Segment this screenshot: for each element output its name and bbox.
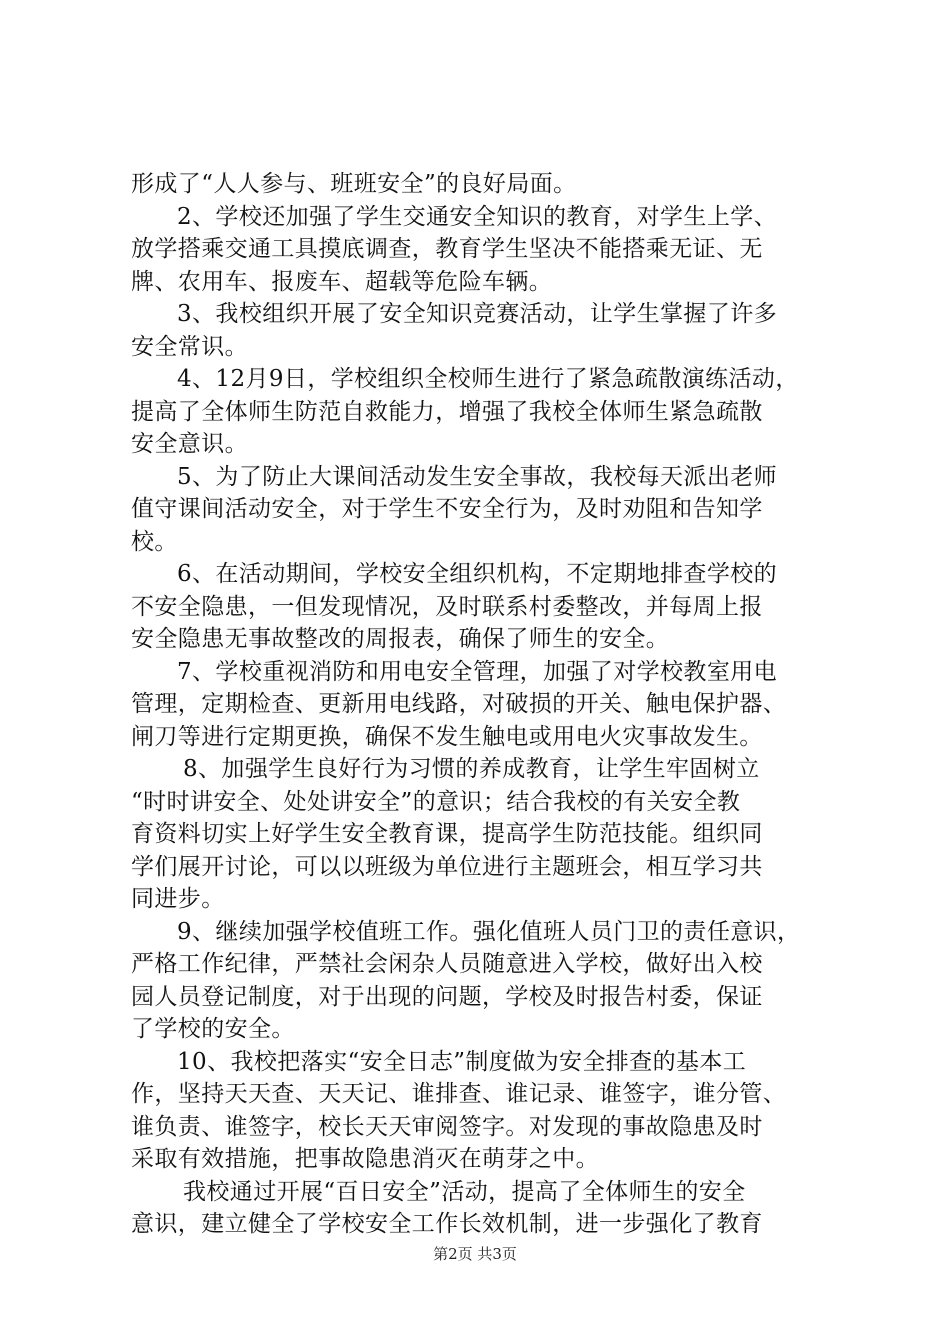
text-line: “时时讲安全、处处讲安全”的意识；结合我校的有关安全教 <box>131 788 741 815</box>
paragraph-item-3-start: 3、我校组织开展了安全知识竞赛活动，让学生掌握了许多 <box>177 301 778 327</box>
text-line: 同进步。 <box>131 886 225 912</box>
document-body <box>131 168 826 1241</box>
paragraph-item-8-start: 8、加强学生良好行为习惯的养成教育，让学生牢固树立 <box>183 756 760 782</box>
paragraph-item-10-start: 10、我校把落实“安全日志”制度做为安全排查的基本工 <box>177 1048 747 1075</box>
paragraph-item-2-start: 2、学校还加强了学生交通安全知识的教育，对学生上学、 <box>177 203 778 230</box>
text-line: 值守课间活动安全，对于学生不安全行为，及时劝阻和告知学 <box>131 496 763 522</box>
text-line: 谁负责、谁签字，校长天天审阅签字。对发现的事故隐患及时 <box>131 1113 763 1140</box>
paragraph-item-7-start: 7、学校重视消防和用电安全管理，加强了对学校教室用电 <box>177 658 778 685</box>
text-line: 作，坚持天天查、天天记、谁排查、谁记录、谁签字，谁分管、 <box>131 1081 787 1107</box>
paragraph-summary-start: 我校通过开展“百日安全”活动，提高了全体师生的安全 <box>183 1178 746 1205</box>
text-line: 园人员登记制度，对于出现的问题，学校及时报告村委，保证 <box>131 983 763 1010</box>
text-line: 形成了“人人参与、班班安全”的良好局面。 <box>131 171 577 197</box>
paragraph-item-4-start: 4、12月9日，学校组织全校师生进行了紧急疏散演练活动， <box>177 366 799 392</box>
text-line: 提高了全体师生防范自救能力，增强了我校全体师生紧急疏散 <box>131 398 763 425</box>
text-line: 了学校的安全。 <box>131 1016 295 1042</box>
text-line: 不安全隐患，一但发现情况，及时联系村委整改，并每周上报 <box>131 593 763 620</box>
text-line: 牌、农用车、报废车、超载等危险车辆。 <box>131 268 553 295</box>
text-line: 管理，定期检查、更新用电线路，对破损的开关、触电保护器、 <box>131 691 787 717</box>
paragraph-item-9-start: 9、继续加强学校值班工作。强化值班人员门卫的责任意识， <box>177 918 801 945</box>
text-line: 安全意识。 <box>131 431 248 457</box>
text-line: 闸刀等进行定期更换，确保不发生触电或用电火灾事故发生。 <box>131 723 763 750</box>
text-line: 放学搭乘交通工具摸底调查，教育学生坚决不能搭乘无证、无 <box>131 236 763 262</box>
text-line: 严格工作纪律，严禁社会闲杂人员随意进入学校，做好出入校 <box>131 951 763 977</box>
text-line: 安全隐患无事故整改的周报表，确保了师生的安全。 <box>131 626 670 652</box>
text-line: 安全常识。 <box>131 333 248 360</box>
paragraph-item-5-start: 5、为了防止大课间活动发生安全事故，我校每天派出老师 <box>177 463 778 490</box>
text-line: 采取有效措施，把事故隐患消灭在萌芽之中。 <box>131 1146 599 1172</box>
text-line: 学们展开讨论，可以以班级为单位进行主题班会，相互学习共 <box>131 853 763 880</box>
text-line: 校。 <box>131 528 178 555</box>
text-line: 意识，建立健全了学校安全工作长效机制，进一步强化了教育 <box>131 1211 763 1237</box>
page-number-footer: 第2页 共3页 <box>433 1245 517 1263</box>
paragraph-item-6-start: 6、在活动期间，学校安全组织机构，不定期地排查学校的 <box>177 561 778 587</box>
text-line: 育资料切实上好学生安全教育课，提高学生防范技能。组织同 <box>131 821 763 847</box>
